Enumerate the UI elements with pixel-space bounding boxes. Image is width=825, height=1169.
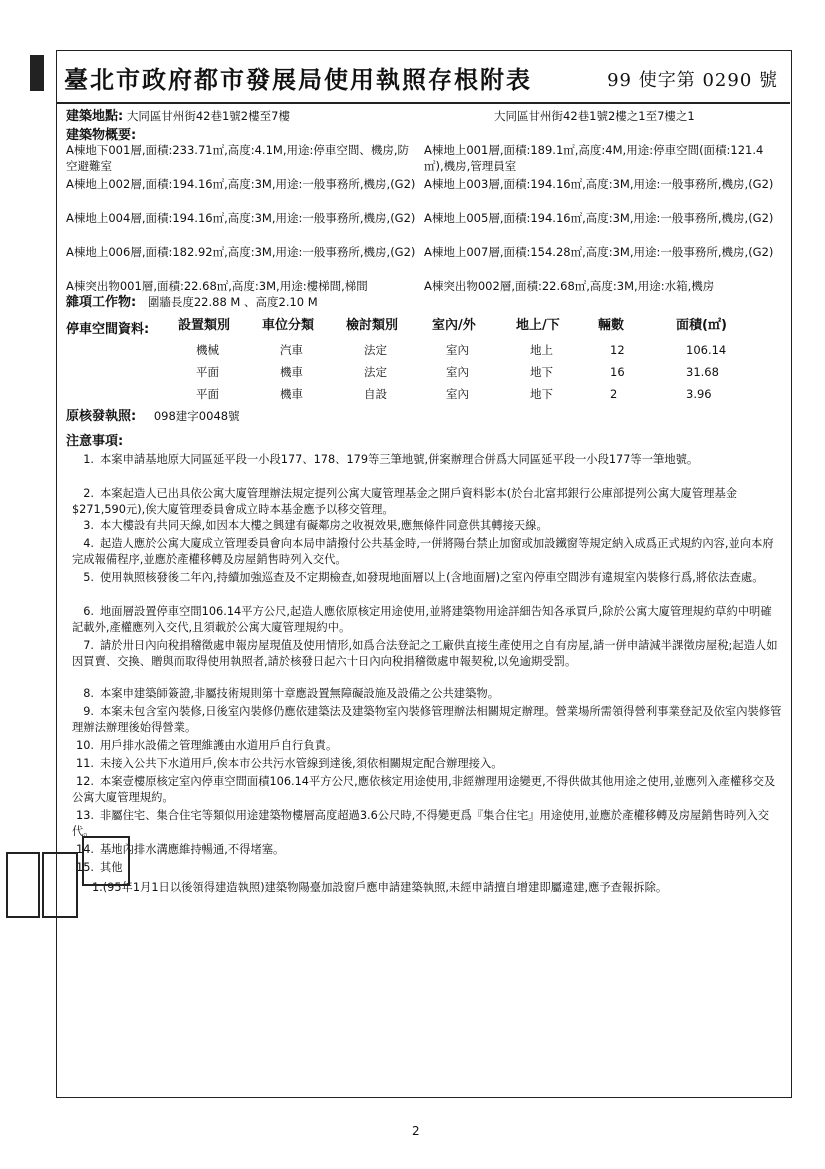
overview-right-5: A棟突出物002層,面積:22.68㎡,高度:3M,用途:水箱,機房 xyxy=(424,279,715,293)
note-number: 9. xyxy=(83,705,94,718)
parking-cell: 平面 xyxy=(196,365,219,379)
note-item xyxy=(72,604,782,636)
note-number: 13. xyxy=(76,809,94,822)
overview-right-2: A棟地上003層,面積:194.16㎡,高度:3M,用途:一般事務所,機房,(G2) xyxy=(424,177,774,191)
note-number: 11. xyxy=(76,757,94,770)
note-item xyxy=(72,570,782,586)
note-number: 3. xyxy=(83,519,94,532)
overview-left-3: A棟地上004層,面積:194.16㎡,高度:3M,用途:一般事務所,機房,(G2) xyxy=(66,211,416,225)
note-text: 使用執照核發後二年內,持續加強巡查及不定期檢查,如發現地面層以上(含地面層)之室內停車空間涉有違規室內裝修行爲,將依法查處。 xyxy=(100,571,764,584)
note-text: 1.(95年1月1日以後領得建造執照)建築物陽臺加設窗戶應申請建築執照,未經申請擅自增建即屬違建,應予查報拆除。 xyxy=(92,881,668,894)
note-item xyxy=(72,704,782,736)
note-text: 本案申建築師簽證,非屬技術規則第十章應設置無障礙設施及設備之公共建築物。 xyxy=(100,687,499,700)
parking-cell: 室內 xyxy=(446,387,469,401)
overview-label: 建築物概要: xyxy=(66,128,137,143)
note-number: 7. xyxy=(83,639,94,652)
note-item xyxy=(72,774,782,806)
seal-middle xyxy=(42,852,78,918)
parking-header: 地上/下 xyxy=(516,318,560,333)
overview-left-4: A棟地上006層,面積:182.92㎡,高度:3M,用途:一般事務所,機房,(G2) xyxy=(66,245,416,259)
site-address-right: 大同區甘州街42巷1號2樓之1至7樓之1 xyxy=(494,109,695,123)
seal-right xyxy=(82,836,130,886)
parking-cell: 2 xyxy=(610,387,618,401)
note-item xyxy=(72,842,782,858)
parking-cell: 機車 xyxy=(280,387,303,401)
note-text: 起造人應於公寓大廈成立管理委員會向本局申請撥付公共基金時,一併將陽台禁止加窗或加設鐵窗等規定納入成爲正式規約內容,並向本府完成報備程序,並應於產權移轉及房屋銷售時列入交代。 xyxy=(72,537,774,566)
note-text: 基地內排水溝應維持暢通,不得堵塞。 xyxy=(100,843,285,856)
note-number: 4. xyxy=(83,537,94,550)
parking-header: 面積(㎡) xyxy=(676,318,727,333)
note-text: 本案壹樓原核定室內停車空間面積106.14平方公尺,應依核定用途使用,非經辦理用途變更,不得供做其他用途之使用,並應列入產權移交及公寓大廈管理規約。 xyxy=(72,775,776,804)
note-number: 5. xyxy=(83,571,94,584)
parking-cell: 機車 xyxy=(280,365,303,379)
note-number: 6. xyxy=(83,605,94,618)
parking-cell: 地下 xyxy=(530,387,553,401)
parking-cell: 室內 xyxy=(446,365,469,379)
parking-header: 檢討類別 xyxy=(346,318,399,333)
note-item xyxy=(72,738,782,754)
note-item xyxy=(72,452,782,468)
permit-number: 99 使字第 0290 號 xyxy=(607,70,778,91)
overview-left-2: A棟地上002層,面積:194.16㎡,高度:3M,用途:一般事務所,機房,(G2) xyxy=(66,177,416,191)
parking-cell: 汽車 xyxy=(280,343,303,357)
site-address: 大同區甘州街42巷1號2樓至7樓 xyxy=(126,109,290,123)
parking-cell: 法定 xyxy=(364,343,387,357)
note-text: 用戶排水設備之管理維護由水道用戶自行負責。 xyxy=(100,739,338,752)
note-item xyxy=(72,518,782,534)
note-text: 其他 xyxy=(100,861,123,874)
note-text: 地面層設置停車空間106.14平方公尺,起造人應依原核定用途使用,並將建築物用途詳細告知各承買戶,除於公寓大廈管理規約草約中明確記載外,產權應列入交代,且須載於公寓大廈管理規約中。 xyxy=(72,605,772,634)
misc-label: 雜項工作物: xyxy=(66,295,137,310)
parking-cell: 16 xyxy=(610,365,625,379)
note-item xyxy=(72,860,782,876)
note-number: 8. xyxy=(83,687,94,700)
misc-value: 圍牆長度22.88 M 、高度2.10 M xyxy=(147,295,318,309)
parking-cell: 機械 xyxy=(196,343,219,357)
note-item xyxy=(72,638,782,670)
note-item xyxy=(72,756,782,772)
parking-header: 車位分類 xyxy=(262,318,315,333)
note-text: 本案起造人已出具依公寓大廈管理辦法規定提列公寓大廈管理基金之開戶資料影本(於台北富邦銀行公庫部提列公寓大廈管理基金$271,590元),俟大廈管理委員會成立時本基金應予以移交管理。 xyxy=(72,487,738,516)
note-text: 本案未包含室內裝修,日後室內裝修仍應依建築法及建築物室內裝修管理辦法相關規定辦理。營業場所需領得營利事業登記及依室內裝修管理辦法辦理後始得營業。 xyxy=(72,705,782,734)
note-number: 14. xyxy=(76,843,94,856)
parking-cell: 室內 xyxy=(446,343,469,357)
original-label: 原核發執照: xyxy=(66,409,137,424)
parking-cell: 法定 xyxy=(364,365,387,379)
parking-cell: 106.14 xyxy=(686,343,727,357)
parking-header: 室內/外 xyxy=(432,318,476,333)
parking-header: 設置類別 xyxy=(178,318,231,333)
note-item xyxy=(72,686,782,702)
note-item xyxy=(92,880,782,896)
note-number: 12. xyxy=(76,775,94,788)
parking-cell: 平面 xyxy=(196,387,219,401)
notes-label: 注意事項: xyxy=(66,434,124,449)
page-title: 臺北市政府都市發展局使用執照存根附表 xyxy=(64,65,532,94)
parking-cell: 地上 xyxy=(530,343,553,357)
overview-left-5: A棟突出物001層,面積:22.68㎡,高度:3M,用途:樓梯間,梯間 xyxy=(66,279,368,293)
note-number: 10. xyxy=(76,739,94,752)
misc-row xyxy=(66,294,318,311)
note-text: 本大樓設有共同天線,如因本大樓之興建有礙鄰房之收視效果,應無條件同意供其轉接天線。 xyxy=(100,519,548,532)
overview-left-1: A棟地下001層,面積:233.71㎡,高度:4.1M,用途:停車空間、機房,防空避難室 xyxy=(66,143,410,173)
parking-cell: 自設 xyxy=(364,387,387,401)
note-text: 本案申請基地原大同區延平段一小段177、178、179等三筆地號,併案辦理合併爲大同區延平段一小段177等一筆地號。 xyxy=(100,453,699,466)
site-label: 建築地點: xyxy=(66,109,124,124)
parking-header: 輛數 xyxy=(598,318,625,333)
note-number: 1. xyxy=(83,453,94,466)
parking-label: 停車空間資料: xyxy=(66,322,150,337)
note-text: 未接入公共下水道用戶,俟本市公共污水管線到達後,須依相關規定配合辦理接入。 xyxy=(100,757,503,770)
note-item xyxy=(72,808,782,840)
overview-right-4: A棟地上007層,面積:154.28㎡,高度:3M,用途:一般事務所,機房,(G2) xyxy=(424,245,774,259)
note-number: 15. xyxy=(76,861,94,874)
note-number: 2. xyxy=(83,487,94,500)
note-item xyxy=(72,536,782,568)
parking-cell: 地下 xyxy=(530,365,553,379)
seal-left xyxy=(6,852,40,918)
note-item xyxy=(72,486,782,518)
original-value: 098建字0048號 xyxy=(153,409,240,423)
note-text: 請於卅日內向稅捐稽徵處申報房屋現值及使用情形,如爲合法登記之工廠供直接生產使用之自有房屋,請一併申請減半課徵房屋稅;起造人如因買賣、交換、贈與而取得使用執照者,請於核發日起六十日內向稅捐稽徵處申報契稅,以免逾期受罰。 xyxy=(72,639,778,668)
header xyxy=(56,50,790,104)
overview-right-1: A棟地上001層,面積:189.1㎡,高度:4M,用途:停車空間(面積:121.4㎡),機房,管理員室 xyxy=(424,143,764,173)
parking-cell: 31.68 xyxy=(686,365,719,379)
binding-mark xyxy=(30,55,44,91)
overview-right-3: A棟地上005層,面積:194.16㎡,高度:3M,用途:一般事務所,機房,(G2) xyxy=(424,211,774,225)
parking-cell: 12 xyxy=(610,343,625,357)
note-text: 非屬住宅、集合住宅等類似用途建築物樓層高度超過3.6公尺時,不得變更爲『集合住宅』用途使用,並應於產權移轉及房屋銷售時列入交代。 xyxy=(72,809,770,838)
original-row xyxy=(66,408,240,425)
parking-cell: 3.96 xyxy=(686,387,712,401)
page-number: 2 xyxy=(412,1124,420,1138)
site-row xyxy=(66,108,290,125)
